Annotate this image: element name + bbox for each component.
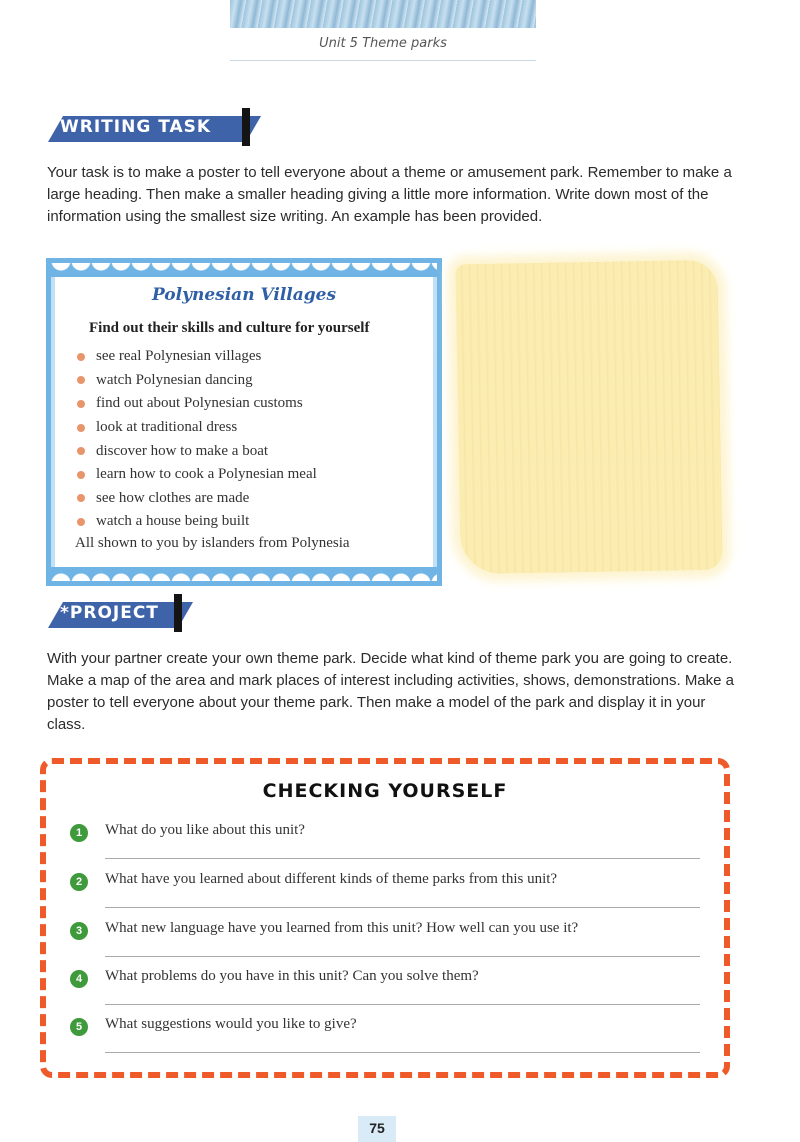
question-4: [70, 968, 700, 1016]
project-heading: [48, 598, 178, 628]
question-number-badge: 4: [70, 970, 88, 988]
bullet-icon: [77, 376, 85, 384]
question-text: What suggestions would you like to give?: [105, 1016, 357, 1032]
list-item-text: learn how to cook a Polynesian meal: [96, 466, 317, 483]
answer-line[interactable]: [105, 956, 700, 957]
list-item: [77, 510, 317, 534]
question-5: [70, 1016, 700, 1064]
answer-line[interactable]: [105, 858, 700, 859]
checking-yourself-box: [40, 758, 730, 1078]
question-3: [70, 920, 700, 968]
bullet-icon: [77, 424, 85, 432]
checking-yourself-title: CHECKING YOURSELF: [262, 780, 508, 802]
list-item: [77, 392, 317, 416]
bullet-icon: [77, 353, 85, 361]
list-item-text: watch a house being built: [96, 513, 250, 530]
list-item: [77, 345, 317, 369]
list-item-text: watch Polynesian dancing: [96, 371, 253, 388]
list-item-text: look at traditional dress: [96, 419, 238, 436]
question-text: What problems do you have in this unit? Can you solve them?: [105, 968, 479, 984]
project-heading-text: *PROJECT: [60, 603, 159, 623]
poster-list: [77, 345, 317, 534]
list-item-text: discover how to make a boat: [96, 442, 269, 459]
answer-line[interactable]: [105, 907, 700, 908]
writing-task-heading-text: WRITING TASK: [60, 117, 212, 137]
poster-subtitle: Find out their skills and culture for yourself: [89, 320, 370, 336]
question-text: What do you like about this unit?: [105, 822, 305, 838]
list-item-text: find out about Polynesian customs: [96, 395, 303, 412]
question-text: What have you learned about different kinds of theme parks from this unit?: [105, 871, 558, 887]
question-text: What new language have you learned from this unit? How well can you use it?: [105, 920, 579, 936]
poster-example: [46, 258, 442, 586]
page-number: 75: [358, 1116, 396, 1142]
poster-wave-bottom: [51, 567, 437, 581]
list-item: [77, 416, 317, 440]
list-item-text: see real Polynesian villages: [96, 348, 262, 365]
list-item: [77, 463, 317, 487]
poster-footer: All shown to you by islanders from Polynesia: [75, 535, 350, 551]
poster-wave-top: [51, 263, 437, 277]
list-item: [77, 487, 317, 511]
blank-poster-paper: [455, 260, 722, 575]
unit-label: Unit 5 Theme parks: [230, 28, 536, 61]
bullet-icon: [77, 518, 85, 526]
list-item: [77, 369, 317, 393]
question-number-badge: 5: [70, 1018, 88, 1036]
answer-line[interactable]: [105, 1004, 700, 1005]
bullet-icon: [77, 471, 85, 479]
list-item: [77, 439, 317, 463]
bullet-icon: [77, 447, 85, 455]
bullet-icon: [77, 494, 85, 502]
poster-title: Polynesian Villages: [151, 285, 337, 305]
list-item-text: see how clothes are made: [96, 489, 250, 506]
writing-task-instructions: Your task is to make a poster to tell everyone about a theme or amusement park. Remember to make a large heading. Then make a smaller heading giving a little more information. Write down most of the information using the smallest size writing. An example has been provided.: [47, 164, 732, 225]
question-1: [70, 822, 700, 870]
bullet-icon: [77, 400, 85, 408]
project-instructions: With your partner create your own theme park. Decide what kind of theme park you are going to create. Make a map of the area and mark places of interest including activities, shows, demonstrations. Make a poster to tell everyone about your theme park. Then make a model of the park and display it in your class.: [47, 650, 735, 733]
question-number-badge: 2: [70, 873, 88, 891]
answer-line[interactable]: [105, 1052, 700, 1053]
question-2: [70, 871, 700, 919]
header-banner: [230, 0, 536, 28]
question-number-badge: 1: [70, 824, 88, 842]
question-number-badge: 3: [70, 922, 88, 940]
writing-task-heading: [48, 112, 246, 142]
